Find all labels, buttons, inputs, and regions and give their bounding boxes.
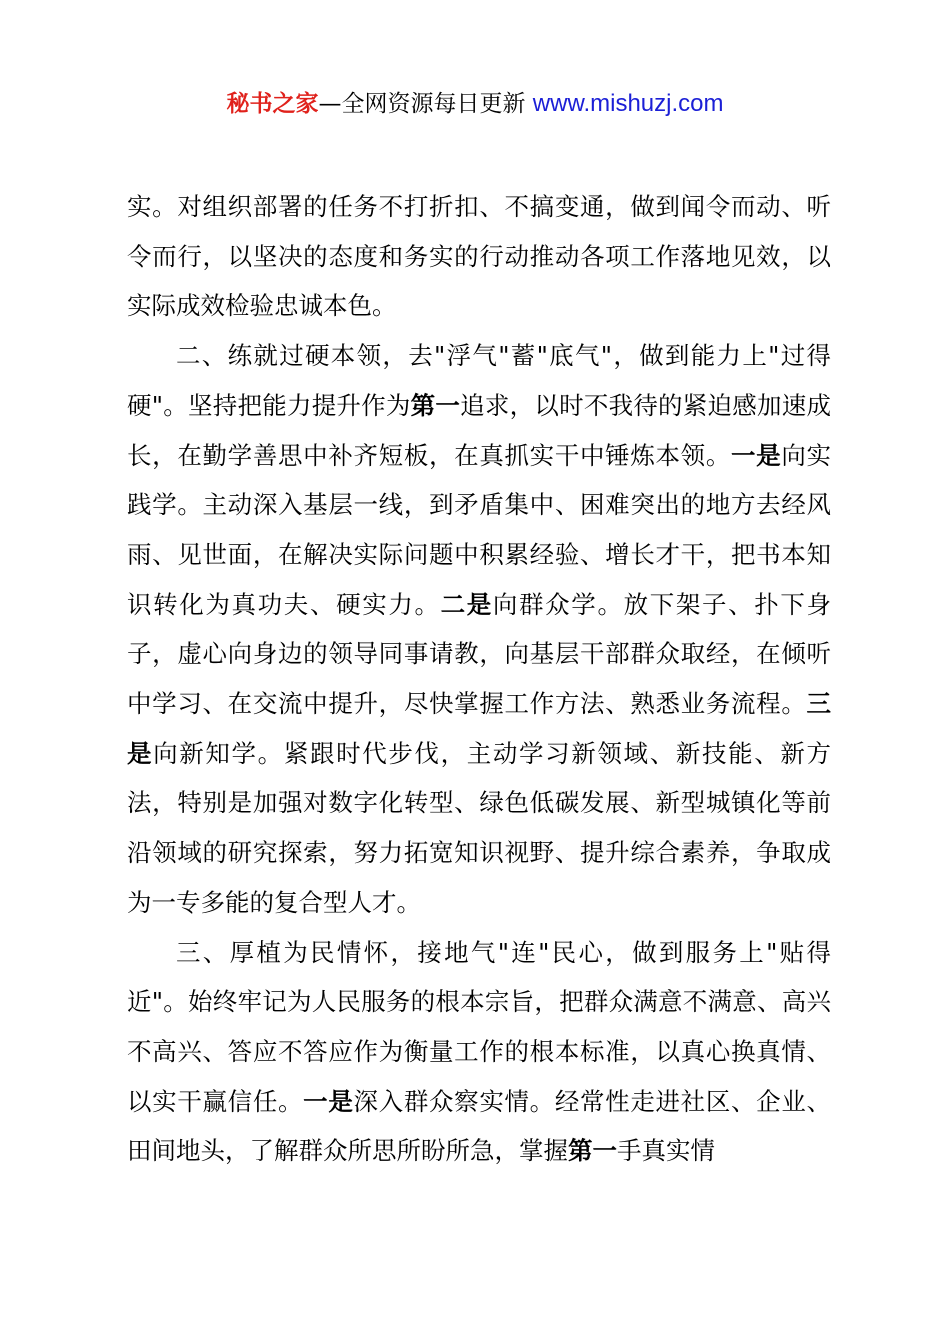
paragraph-continuation bbox=[127, 182, 831, 331]
bold-keyword: 一是 bbox=[731, 440, 782, 470]
document-body bbox=[127, 182, 831, 1176]
text-run: 追求，以时不我待的紧迫感加速成长，在勤学善思中补齐短板，在真抓实干中锤炼本领。 bbox=[127, 390, 831, 470]
text-run: 向新知学。紧跟时代步伐，主动学习新领域、新技能、新方法，特别是加强对数字化转型、绿色低碳发展、新型城镇化等前沿领域的研究探索，努力拓宽知识视野、提升综合素养，争取成为一专多能的复合型人才。 bbox=[127, 738, 832, 917]
bold-keyword: 第一 bbox=[568, 1136, 617, 1166]
site-url-link[interactable]: www.mishuzj.com bbox=[532, 90, 724, 117]
page-header bbox=[0, 86, 950, 122]
text-run: 实。对组织部署的任务不打折扣、不搞变通，做到闻令而动、听令而行，以坚决的态度和务实的行动推动各项工作落地见效，以实际成效检验忠诚本色。 bbox=[127, 192, 831, 321]
bold-keyword: 第一 bbox=[410, 390, 461, 420]
bold-keyword: 二是 bbox=[440, 589, 493, 619]
paragraph-section-three bbox=[127, 928, 831, 1177]
section-heading-three: 三、厚植为民情怀，接地气"连"民心，做到服务上"贴得近"。始终牢记为人民服务的根本宗旨，把群众满意不满意、高兴不高兴、答应不答应作为衡量工作的根本标准，以真心换真情、以实干赢信任。 bbox=[127, 937, 831, 1116]
bold-keyword: 三是 bbox=[127, 689, 831, 768]
section-heading-two: 二、练就过硬本领，去"浮气"蓄"底气"，做到能力上"过得硬"。坚持把能力提升作为 bbox=[127, 341, 831, 420]
site-brand: 秘书之家 bbox=[226, 91, 319, 117]
text-run: 向实践学。主动深入基层一线，到矛盾集中、困难突出的地方去经风雨、见世面，在解决实际问题中积累经验、增长才干，把书本知识转化为真功夫、硬实力。 bbox=[127, 440, 832, 619]
site-tagline: —全网资源每日更新 bbox=[318, 91, 533, 117]
text-run: 手真实情 bbox=[617, 1136, 715, 1166]
paragraph-section-two bbox=[127, 331, 831, 927]
text-run: 向群众学。放下架子、扑下身子，虚心向身边的领导同事请教，向基层干部群众取经，在倾听中学习、在交流中提升，尽快掌握工作方法、熟悉业务流程。 bbox=[127, 589, 832, 719]
text-run: 深入群众察实情。经常性走进社区、企业、田间地头，了解群众所思所盼所急，掌握 bbox=[127, 1086, 832, 1166]
bold-keyword: 一是 bbox=[303, 1086, 354, 1116]
